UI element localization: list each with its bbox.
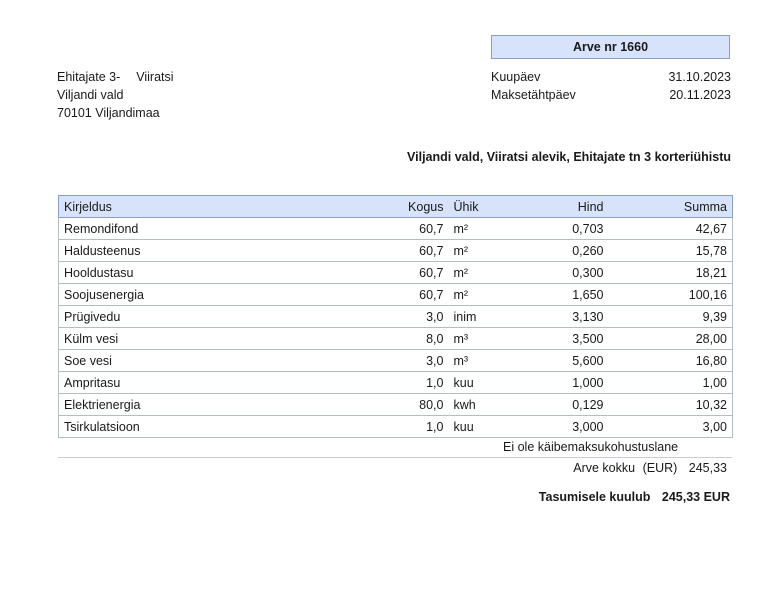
table-row (59, 218, 733, 240)
cell-price: 1,000 (509, 372, 609, 394)
cell-sum: 1,00 (609, 372, 733, 394)
cell-price: 0,260 (509, 240, 609, 262)
cell-sum: 16,80 (609, 350, 733, 372)
association-name: Viljandi vald, Viiratsi alevik, Ehitajate tn 3 korteriühistu (407, 150, 731, 164)
cell-description: Remondifond (59, 218, 299, 240)
cell-quantity: 60,7 (299, 284, 449, 306)
cell-quantity: 1,0 (299, 416, 449, 438)
address-street: Ehitajate 3- (57, 70, 121, 84)
total-currency: (EUR) (642, 461, 678, 475)
header-description: Kirjeldus (59, 196, 299, 218)
cell-quantity: 1,0 (299, 372, 449, 394)
cell-price: 3,130 (509, 306, 609, 328)
table-row (59, 306, 733, 328)
cell-price: 1,650 (509, 284, 609, 306)
address-parish: Viljandi vald (57, 88, 124, 102)
address-line-1 (57, 68, 174, 86)
cell-price: 0,129 (509, 394, 609, 416)
cell-unit: m² (449, 240, 509, 262)
cell-sum: 3,00 (609, 416, 733, 438)
table-row (59, 416, 733, 438)
table-row (59, 350, 733, 372)
due-date-value: 20.11.2023 (669, 88, 731, 102)
recipient-address (57, 68, 174, 122)
totals-divider (58, 457, 732, 458)
cell-sum: 100,16 (609, 284, 733, 306)
due-amount: 245,33 EUR (661, 490, 730, 504)
date-label: Kuupäev (491, 70, 541, 84)
cell-description: Külm vesi (59, 328, 299, 350)
cell-unit: kuu (449, 416, 509, 438)
table-row (59, 262, 733, 284)
due-date-label: Maksetähtpäev (491, 88, 576, 102)
cell-unit: m³ (449, 350, 509, 372)
table-row (59, 284, 733, 306)
cell-quantity: 60,7 (299, 240, 449, 262)
total-amount: 245,33 (688, 461, 727, 475)
date-row (491, 68, 731, 86)
invoice-dates (491, 68, 731, 104)
total-label: Arve kokku (573, 461, 636, 475)
cell-quantity: 80,0 (299, 394, 449, 416)
cell-description: Ampritasu (59, 372, 299, 394)
cell-quantity: 60,7 (299, 262, 449, 284)
cell-unit: kwh (449, 394, 509, 416)
cell-unit: kuu (449, 372, 509, 394)
cell-quantity: 3,0 (299, 306, 449, 328)
due-date-row (491, 86, 731, 104)
invoice-items-table (58, 195, 733, 438)
due-label: Tasumisele kuulub (538, 490, 651, 504)
table-row (59, 328, 733, 350)
cell-sum: 42,67 (609, 218, 733, 240)
cell-description: Haldusteenus (59, 240, 299, 262)
cell-quantity: 8,0 (299, 328, 449, 350)
cell-description: Hooldustasu (59, 262, 299, 284)
cell-unit: m³ (449, 328, 509, 350)
header-sum: Summa (609, 196, 733, 218)
cell-price: 3,000 (509, 416, 609, 438)
header-unit: Ühik (449, 196, 509, 218)
cell-unit: m² (449, 262, 509, 284)
cell-description: Tsirkulatsioon (59, 416, 299, 438)
cell-price: 3,500 (509, 328, 609, 350)
address-postal: 70101 Viljandimaa (57, 106, 160, 120)
cell-price: 0,300 (509, 262, 609, 284)
header-price: Hind (509, 196, 609, 218)
cell-unit: inim (449, 306, 509, 328)
table-header-row (59, 196, 733, 218)
cell-description: Elektrienergia (59, 394, 299, 416)
table-row (59, 240, 733, 262)
cell-sum: 10,32 (609, 394, 733, 416)
amount-due (539, 490, 730, 504)
table-row (59, 394, 733, 416)
cell-sum: 15,78 (609, 240, 733, 262)
vat-note: Ei ole käibemaksukohustuslane (503, 440, 679, 454)
header-quantity: Kogus (299, 196, 449, 218)
address-town: Viiratsi (136, 70, 174, 84)
cell-sum: 28,00 (609, 328, 733, 350)
date-value: 31.10.2023 (668, 70, 731, 84)
cell-description: Soe vesi (59, 350, 299, 372)
cell-unit: m² (449, 218, 509, 240)
cell-description: Soojusenergia (59, 284, 299, 306)
cell-price: 5,600 (509, 350, 609, 372)
cell-unit: m² (449, 284, 509, 306)
invoice-number-box (491, 35, 730, 59)
cell-quantity: 60,7 (299, 218, 449, 240)
invoice-total (569, 461, 727, 475)
cell-quantity: 3,0 (299, 350, 449, 372)
cell-sum: 18,21 (609, 262, 733, 284)
cell-description: Prügivedu (59, 306, 299, 328)
cell-sum: 9,39 (609, 306, 733, 328)
cell-price: 0,703 (509, 218, 609, 240)
invoice-title: Arve nr 1660 (572, 40, 649, 54)
table-row (59, 372, 733, 394)
